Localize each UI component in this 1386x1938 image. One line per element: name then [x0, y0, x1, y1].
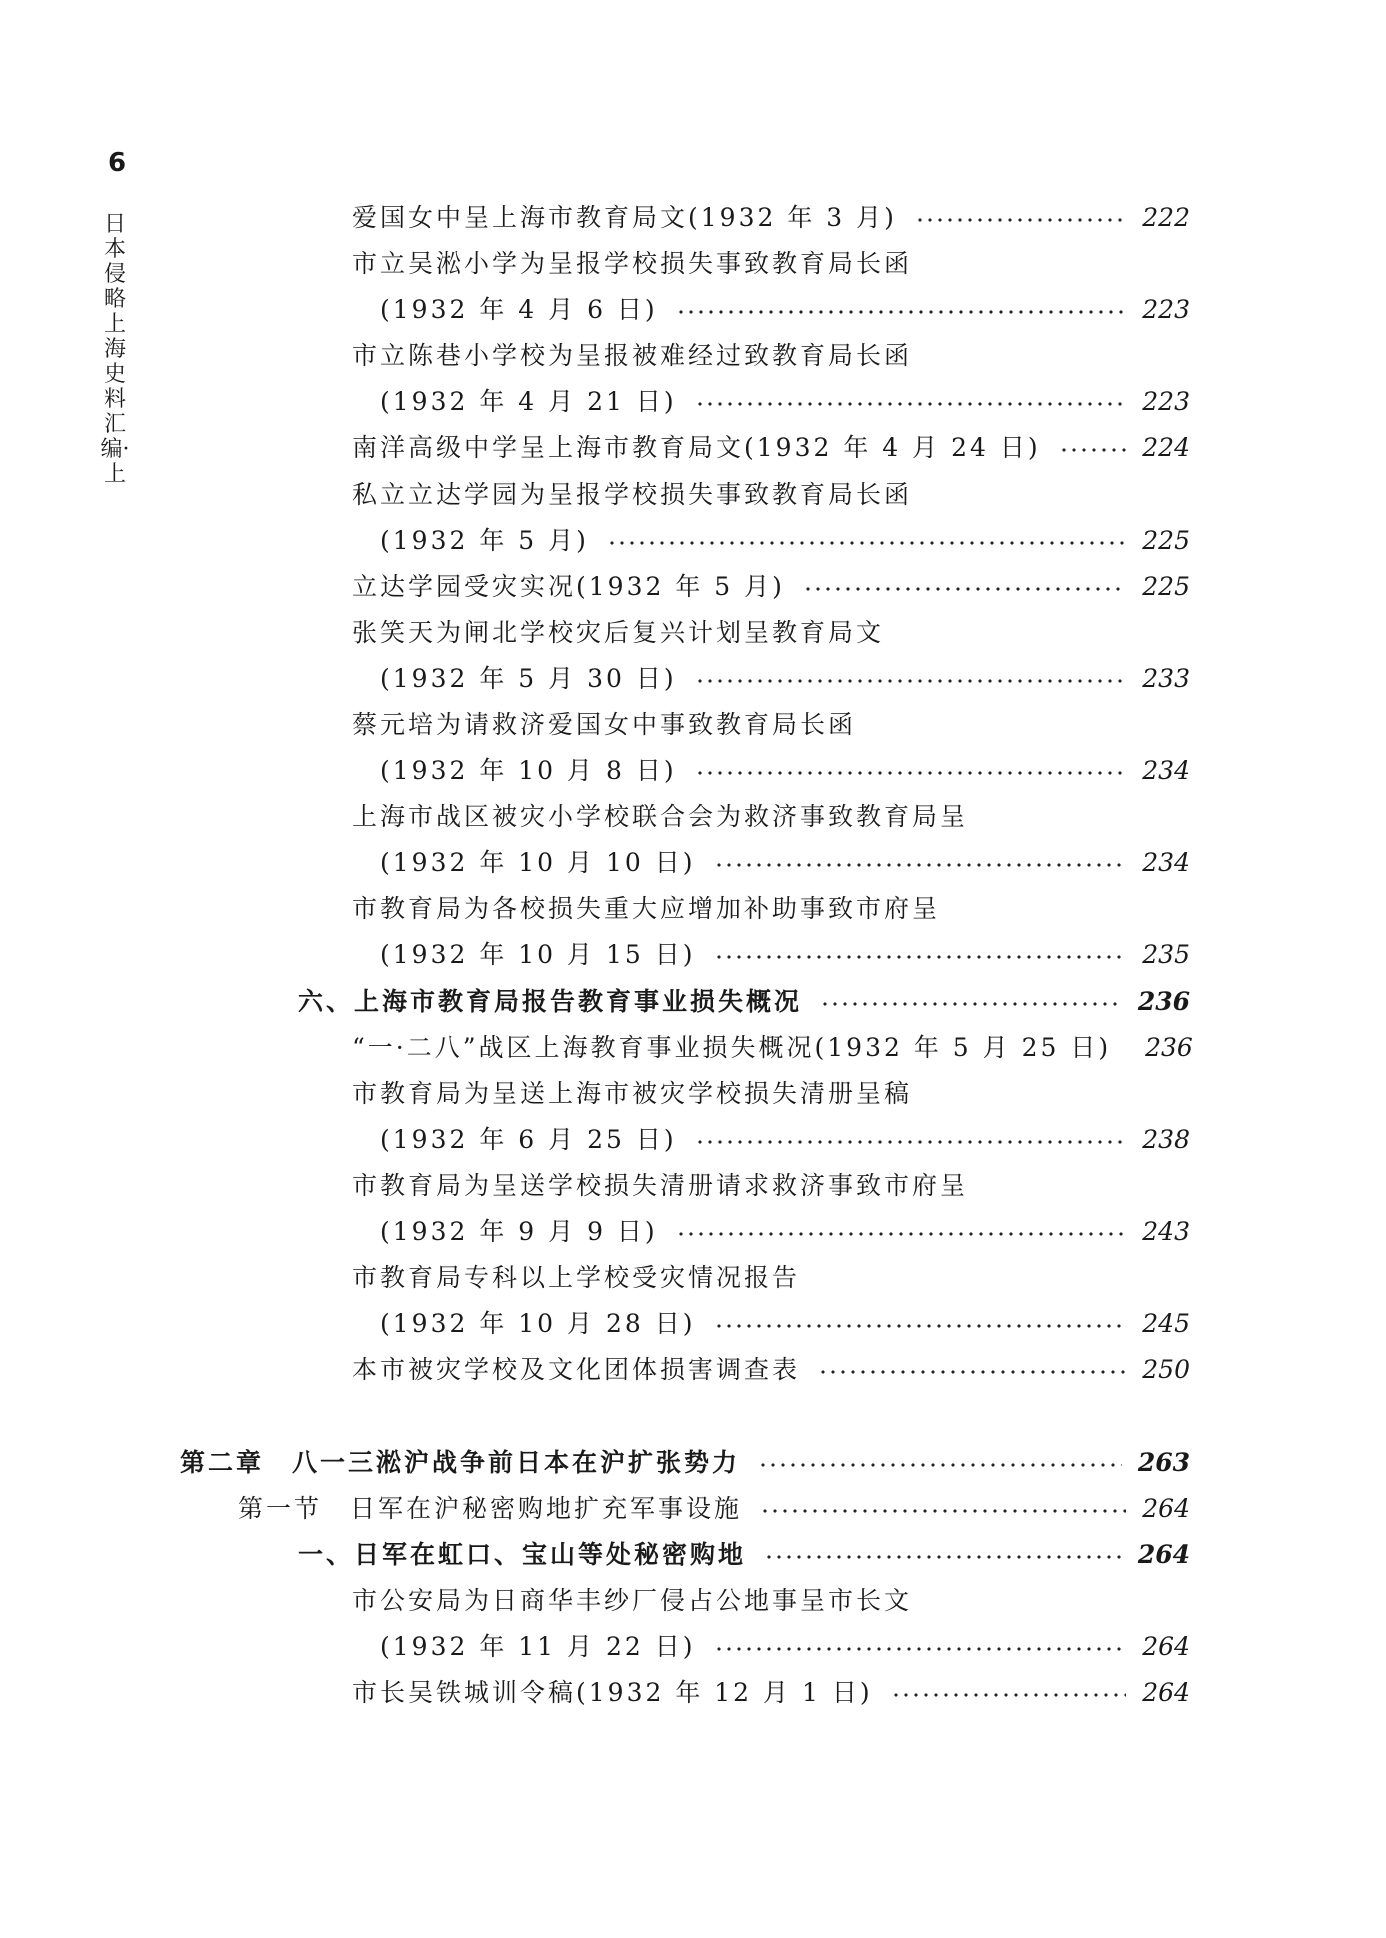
toc-page-number: 238: [1142, 1125, 1190, 1154]
toc-entry: [380, 659, 1190, 699]
toc-entry-title-line: 市教育局专科以上学校受灾情况报告: [352, 1263, 801, 1292]
toc-page-number: 245: [1142, 1309, 1190, 1338]
toc-page-number: 250: [1142, 1355, 1190, 1384]
toc-entry-title: 第二章 八一三淞沪战争前日本在沪扩张势力: [180, 1448, 741, 1477]
toc-page-number: 224: [1142, 433, 1190, 462]
toc-entry-title-line: 市公安局为日商华丰纱厂侵占公地事呈市长文: [352, 1586, 913, 1615]
page-number: 6: [108, 148, 127, 178]
toc-page-number: 235: [1142, 940, 1190, 969]
toc-entry: [380, 935, 1190, 975]
dot-leader: [818, 1370, 1126, 1374]
toc-entry-title: (1932 年 5 月 30 日): [380, 664, 677, 693]
toc-entry-title: (1932 年 10 月 10 日): [380, 848, 696, 877]
toc-page-number: 236: [1145, 1033, 1193, 1062]
toc-entry: [380, 1627, 1190, 1667]
dot-leader: [695, 679, 1127, 683]
toc-entry-title: 南洋高级中学呈上海市教育局文(1932 年 4 月 24 日): [352, 433, 1041, 462]
toc-entry: [380, 521, 1190, 561]
dot-leader: [714, 1324, 1127, 1328]
dot-leader: [915, 218, 1126, 222]
dot-leader: [758, 1463, 1122, 1467]
toc-page-number: 263: [1137, 1448, 1190, 1477]
toc-entry-title-line: 蔡元培为请救济爱国女中事致教育局长函: [352, 710, 857, 739]
toc-page-number: 264: [1137, 1540, 1190, 1569]
toc-entry-title: (1932 年 4 月 6 日): [380, 295, 658, 324]
toc-entry-title: 本市被灾学校及文化团体损害调查表: [352, 1355, 801, 1384]
toc-page-number: 264: [1142, 1632, 1190, 1661]
dot-leader: [607, 541, 1126, 545]
toc-entry-title-line: 市教育局为呈送上海市被灾学校损失清册呈稿: [352, 1079, 913, 1108]
dot-leader: [760, 1509, 1126, 1513]
toc-page-number: 236: [1137, 987, 1190, 1016]
toc-entry-title-line: 市教育局为呈送学校损失清册请求救济事致市府呈: [352, 1171, 969, 1200]
toc-entry: [180, 1443, 1190, 1483]
toc-page-number: 234: [1142, 756, 1190, 785]
dot-leader: [764, 1555, 1122, 1559]
toc-page-number: 225: [1142, 526, 1190, 555]
toc-entry: [380, 751, 1190, 791]
dot-leader: [695, 1140, 1127, 1144]
toc-entry-title: 立达学园受灾实况(1932 年 5 月): [352, 572, 785, 601]
toc-entry-title: 六、上海市教育局报告教育事业损失概况: [298, 987, 803, 1016]
toc-entry: [380, 1304, 1190, 1344]
toc-entry: [380, 1212, 1190, 1252]
toc-entry-title-line: 张笑天为闸北学校灾后复兴计划呈教育局文: [352, 618, 885, 647]
toc-entry-title-line: 市立吴淞小学为呈报学校损失事致教育局长函: [352, 249, 913, 278]
toc-entry: [380, 843, 1190, 883]
dot-leader: [676, 1232, 1127, 1236]
toc-page-number: 233: [1142, 664, 1190, 693]
running-head: 日本侵略上海史料汇编·上: [100, 212, 130, 487]
toc-entry-title: 爱国女中呈上海市教育局文(1932 年 3 月): [352, 203, 897, 232]
toc-entry: [380, 382, 1190, 422]
toc-entry-title-line: 市立陈巷小学校为呈报被难经过致教育局长函: [352, 341, 913, 370]
toc-entry-title: (1932 年 6 月 25 日): [380, 1125, 677, 1154]
toc-entry: [352, 1028, 1193, 1068]
toc-entry: [352, 1673, 1190, 1713]
toc-entry: [352, 567, 1190, 607]
toc-entry-title: (1932 年 10 月 28 日): [380, 1309, 696, 1338]
toc-entry: [298, 982, 1190, 1022]
toc-entry: [298, 1535, 1190, 1575]
dot-leader: [820, 1002, 1122, 1006]
toc-page-number: 264: [1142, 1678, 1190, 1707]
dot-leader: [714, 955, 1127, 959]
dot-leader: [803, 587, 1126, 591]
toc-page-number: 223: [1142, 387, 1190, 416]
dot-leader: [714, 863, 1127, 867]
toc-entry: [238, 1489, 1190, 1529]
toc-entry-title: (1932 年 5 月): [380, 526, 589, 555]
toc-entry: [380, 290, 1190, 330]
toc-entry-title: (1932 年 11 月 22 日): [380, 1632, 696, 1661]
dot-leader: [714, 1647, 1127, 1651]
toc-entry-title-line: 上海市战区被灾小学校联合会为救济事致教育局呈: [352, 802, 969, 831]
toc-page-number: 223: [1142, 295, 1190, 324]
toc-entry-title: 第一节 日军在沪秘密购地扩充军事设施: [238, 1494, 743, 1523]
toc-entry: [352, 1350, 1190, 1390]
toc-entry: [352, 428, 1190, 468]
toc-page-number: 243: [1142, 1217, 1190, 1246]
toc-entry-title: (1932 年 10 月 15 日): [380, 940, 696, 969]
dot-leader: [695, 771, 1127, 775]
dot-leader: [676, 310, 1127, 314]
toc-entry-title: (1932 年 9 月 9 日): [380, 1217, 658, 1246]
toc-entry-title: “一·二八”战区上海教育事业损失概况(1932 年 5 月 25 日): [352, 1033, 1112, 1062]
toc-page-number: 222: [1142, 203, 1190, 232]
toc-entry-title-line: 市教育局为各校损失重大应增加补助事致市府呈: [352, 894, 941, 923]
toc-entry-title: 市长吴铁城训令稿(1932 年 12 月 1 日): [352, 1678, 873, 1707]
toc-page-number: 225: [1142, 572, 1190, 601]
toc-entry: [380, 1120, 1190, 1160]
dot-leader: [891, 1693, 1127, 1697]
toc-page-number: 264: [1142, 1494, 1190, 1523]
toc-entry: [352, 198, 1190, 238]
toc-entry-title: (1932 年 4 月 21 日): [380, 387, 677, 416]
toc-page-number: 234: [1142, 848, 1190, 877]
dot-leader: [1059, 448, 1127, 452]
dot-leader: [695, 402, 1127, 406]
toc-entry-title: 一、日军在虹口、宝山等处秘密购地: [298, 1540, 747, 1569]
toc-entry-title: (1932 年 10 月 8 日): [380, 756, 677, 785]
toc-entry-title-line: 私立立达学园为呈报学校损失事致教育局长函: [352, 480, 913, 509]
